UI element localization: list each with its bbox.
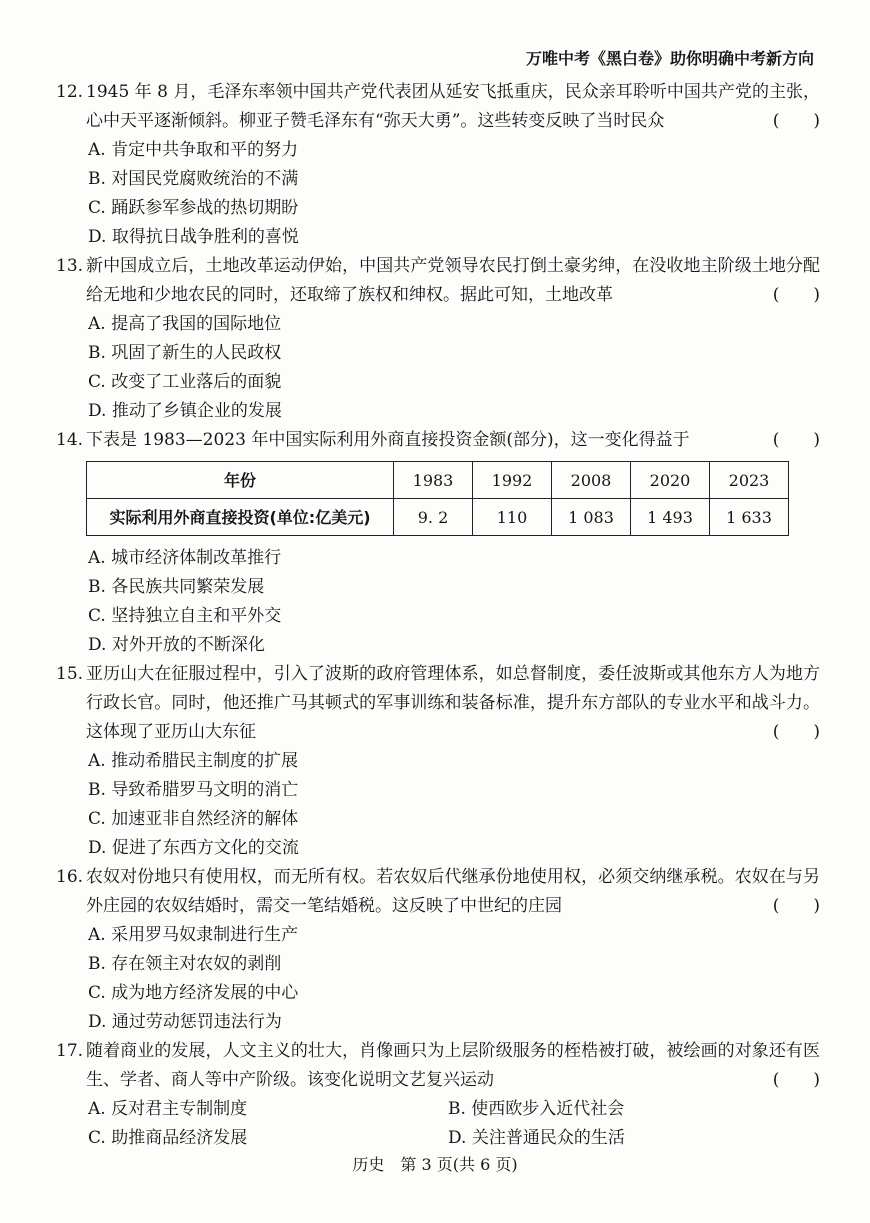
question-13 [48, 252, 820, 426]
option-c: C. 踊跃参军参战的热切期盼 [88, 198, 299, 218]
option-d: D. 取得抗日战争胜利的喜悦 [88, 227, 299, 247]
option-d: D. 通过劳动惩罚违法行为 [88, 1012, 282, 1032]
option-d: D. 促进了东西方文化的交流 [88, 838, 299, 858]
fdi-table [86, 461, 789, 536]
stem-text: 农奴对份地只有使用权，而无所有权。若农奴后代继承份地使用权，必须交纳继承税。农奴在与另外庄园的农奴结婚时，需交一笔结婚税。这反映了中世纪的庄园 [86, 867, 820, 916]
question-12 [48, 78, 820, 252]
option-c: C. 坚持独立自主和平外交 [88, 606, 282, 626]
table-header-row [87, 462, 789, 499]
question-number: 12. [56, 82, 84, 102]
table-cell-year: 1992 [473, 462, 552, 499]
option-a: A. 反对君主专制制度 [88, 1099, 248, 1119]
option-b: B. 对国民党腐败统治的不满 [88, 169, 299, 189]
option-a: A. 肯定中共争取和平的努力 [88, 140, 299, 160]
option-d: D. 对外开放的不断深化 [88, 635, 265, 655]
options-grid [48, 1095, 820, 1153]
stem-text: 亚历山大在征服过程中，引入了波斯的政府管理体系，如总督制度，委任波斯或其他东方人为地方行政长官。同时，他还推广马其顿式的军事训练和装备标准，提升东方部队的专业水平和战斗力。这体现了亚历山大东征 [86, 664, 820, 742]
stem-text: 新中国成立后，土地改革运动伊始，中国共产党领导农民打倒土豪劣绅，在没收地主阶级土地分配给无地和少地农民的同时，还取缔了族权和绅权。据此可知，土地改革 [86, 256, 820, 305]
stem-text: 1945 年 8 月，毛泽东率领中国共产党代表团从延安飞抵重庆，民众亲耳聆听中国共产党的主张，心中天平逐渐倾斜。柳亚子赞毛泽东有“弥天大勇”。这些转变反映了当时民众 [86, 82, 820, 131]
answer-blank: ( ) [772, 722, 820, 742]
option-d: D. 关注普通民众的生活 [448, 1128, 625, 1148]
answer-blank: ( ) [772, 285, 820, 305]
answer-blank: ( ) [772, 430, 820, 450]
option-c: C. 改变了工业落后的面貌 [88, 372, 282, 392]
option-d: D. 推动了乡镇企业的发展 [88, 401, 282, 421]
table-cell-year: 2020 [631, 462, 710, 499]
option-b: B. 各民族共同繁荣发展 [88, 577, 265, 597]
option-c: C. 成为地方经济发展的中心 [88, 983, 299, 1003]
question-stem [48, 78, 820, 136]
answer-blank: ( ) [772, 896, 820, 916]
question-number: 14. [56, 430, 84, 450]
stem-text: 下表是 1983—2023 年中国实际利用外商直接投资金额(部分)，这一变化得益于 [86, 430, 690, 450]
option-c: C. 助推商品经济发展 [88, 1128, 248, 1148]
option-a: A. 提高了我国的国际地位 [88, 314, 282, 334]
table-cell-value: 1 493 [631, 499, 710, 536]
table-cell-year: 2023 [710, 462, 789, 499]
option-c: C. 加速亚非自然经济的解体 [88, 809, 299, 829]
answer-blank: ( ) [772, 111, 820, 131]
option-b: B. 存在领主对农奴的剥削 [88, 954, 282, 974]
question-stem [48, 426, 820, 455]
option-b: B. 使西欧步入近代社会 [448, 1099, 625, 1119]
table-cell-year: 1983 [394, 462, 473, 499]
option-b: B. 巩固了新生的人民政权 [88, 343, 282, 363]
question-number: 13. [56, 256, 84, 276]
question-stem [48, 863, 820, 921]
stem-text: 随着商业的发展，人文主义的壮大，肖像画只为上层阶级服务的桎梏被打破，被绘画的对象还有医生、学者、商人等中产阶级。该变化说明文艺复兴运动 [86, 1041, 820, 1090]
question-14 [48, 426, 820, 660]
option-a: A. 城市经济体制改革推行 [88, 548, 282, 568]
option-a: A. 推动希腊民主制度的扩展 [88, 751, 299, 771]
question-number: 17. [56, 1041, 84, 1061]
table-cell-year: 2008 [552, 462, 631, 499]
question-number: 16. [56, 867, 84, 887]
table-cell-value: 1 633 [710, 499, 789, 536]
table-row-label: 实际利用外商直接投资(单位:亿美元) [87, 499, 394, 536]
option-b: B. 导致希腊罗马文明的消亡 [88, 780, 299, 800]
question-stem [48, 1037, 820, 1095]
answer-blank: ( ) [772, 1070, 820, 1090]
question-list [48, 78, 820, 1153]
question-17 [48, 1037, 820, 1153]
table-row [87, 499, 789, 536]
question-stem [48, 252, 820, 310]
question-15 [48, 660, 820, 863]
header-banner: 万唯中考《黑白卷》助你明确中考新方向 [525, 49, 814, 68]
question-16 [48, 863, 820, 1037]
table-cell-value: 1 083 [552, 499, 631, 536]
table-header-label: 年份 [87, 462, 394, 499]
table-cell-value: 110 [473, 499, 552, 536]
table-cell-value: 9. 2 [394, 499, 473, 536]
question-stem [48, 660, 820, 747]
question-number: 15. [56, 664, 84, 684]
option-a: A. 采用罗马奴隶制进行生产 [88, 925, 299, 945]
page-footer: 历史 第 3 页(共 6 页) [352, 1155, 518, 1174]
